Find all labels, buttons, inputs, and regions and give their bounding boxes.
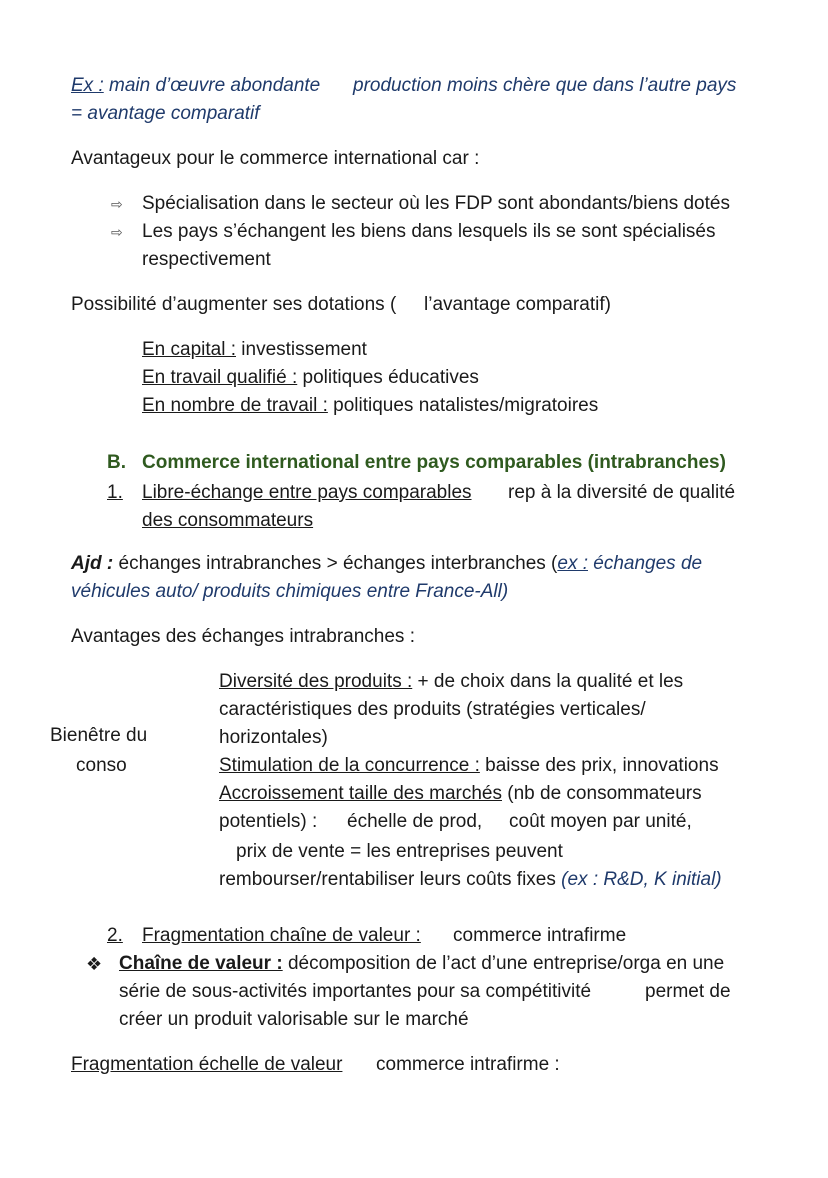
item2-b: commerce intrafirme xyxy=(453,925,627,946)
item1-num: 1. xyxy=(107,482,123,503)
example-text-a: main d’œuvre abondante xyxy=(103,75,321,96)
side-label-2: conso xyxy=(76,755,127,776)
chaine-3: créer un produit valorisable sur le marché xyxy=(119,1009,469,1030)
ajd-text: échanges intrabranches > échanges interbranches ( xyxy=(113,553,558,574)
rembourser-line xyxy=(219,866,722,894)
item1-a: Libre-échange entre pays comparables xyxy=(142,482,472,503)
heading-b-letter: B. xyxy=(107,452,126,473)
item1-line xyxy=(142,479,748,507)
chaine-2b: permet de xyxy=(645,981,731,1002)
avantages-title: Avantages des échanges intrabranches : xyxy=(71,626,415,647)
item2-a: Fragmentation chaîne de valeur : xyxy=(142,925,421,946)
diversite-line-3: horizontales) xyxy=(219,727,328,748)
dotation-capital xyxy=(142,336,367,364)
diamond-bullet-icon: ❖ xyxy=(86,954,103,974)
ajd-ex-label: ex : xyxy=(557,553,588,574)
arrow-icon: ⇨ xyxy=(111,196,123,212)
side-label-1: Bienêtre du xyxy=(50,725,148,746)
accroissement-text: (nb de consommateurs xyxy=(502,783,702,804)
rembourser-ex: (ex : R&D, K initial) xyxy=(561,869,722,890)
chaine-1: décomposition de l’act d’une entreprise/orga en une xyxy=(282,953,725,974)
example-text-b: production moins chère que dans l’autre pays xyxy=(353,75,737,96)
chaine-2a: série de sous-activités importantes pour sa compétitivité xyxy=(119,981,592,1002)
item1-c: des consommateurs xyxy=(142,510,314,531)
item1-b: rep à la diversité de qualité xyxy=(508,482,736,503)
item2-line xyxy=(142,922,640,950)
dotation-label: En nombre de travail : xyxy=(142,395,328,416)
arrow-icon: ⇨ xyxy=(111,224,123,240)
potentiels-c: coût moyen par unité, xyxy=(509,811,692,832)
fragmentation-line xyxy=(71,1051,573,1079)
ajd-line-1 xyxy=(71,550,702,578)
example-prefix: Ex : xyxy=(71,75,104,96)
ajd-ex-a: échanges de xyxy=(588,553,703,574)
dotation-label: En capital : xyxy=(142,339,236,360)
diversite-label: Diversité des produits : xyxy=(219,671,413,692)
bullet-2-cont: respectivement xyxy=(142,249,271,270)
possibilite-a: Possibilité d’augmenter ses dotations ( xyxy=(71,294,397,315)
dotation-text: politiques éducatives xyxy=(297,367,479,388)
dotation-text: politiques natalistes/migratoires xyxy=(327,395,599,416)
diversite-1: + de choix dans la qualité et les xyxy=(412,671,684,692)
accroissement-line xyxy=(219,780,702,808)
stimulation-label: Stimulation de la concurrence : xyxy=(219,755,480,776)
dotation-nombre xyxy=(142,392,598,420)
example-line-2: = avantage comparatif xyxy=(71,103,260,124)
potentiels-b: échelle de prod, xyxy=(347,811,483,832)
bullet-2: Les pays s’échangent les biens dans lesquels ils se sont spécialisés xyxy=(142,221,716,242)
example-line-1 xyxy=(71,72,320,100)
fragmentation-a: Fragmentation échelle de valeur xyxy=(71,1054,343,1075)
stimulation-text: baisse des prix, innovations xyxy=(479,755,719,776)
avantageux-heading: Avantageux pour le commerce international car : xyxy=(71,148,480,169)
dotation-travail xyxy=(142,364,479,392)
diversite-line-1 xyxy=(219,668,683,696)
item2-num: 2. xyxy=(107,925,123,946)
accroissement-label: Accroissement taille des marchés xyxy=(219,783,502,804)
ajd-line-2: véhicules auto/ produits chimiques entre France-All) xyxy=(71,581,509,602)
chaine-label: Chaîne de valeur : xyxy=(119,953,283,974)
prix-vente: prix de vente = les entreprises peuvent xyxy=(236,841,563,862)
potentiels-a: potentiels) : xyxy=(219,811,318,832)
rembourser-text: rembourser/rentabiliser leurs coûts fixes xyxy=(219,869,562,890)
dotation-label: En travail qualifié : xyxy=(142,367,298,388)
possibilite-b: l’avantage comparatif) xyxy=(424,294,611,315)
diversite-line-2: caractéristiques des produits (stratégies verticales/ xyxy=(219,699,646,720)
chaine-line-1 xyxy=(119,950,724,978)
fragmentation-b: commerce intrafirme : xyxy=(376,1054,560,1075)
bullet-1: Spécialisation dans le secteur où les FDP sont abondants/biens dotés xyxy=(142,193,730,214)
dotation-text: investissement xyxy=(236,339,367,360)
ajd-label: Ajd : xyxy=(71,553,114,574)
heading-b: Commerce international entre pays comparables (intrabranches) xyxy=(142,452,726,473)
stimulation-line xyxy=(219,752,719,780)
